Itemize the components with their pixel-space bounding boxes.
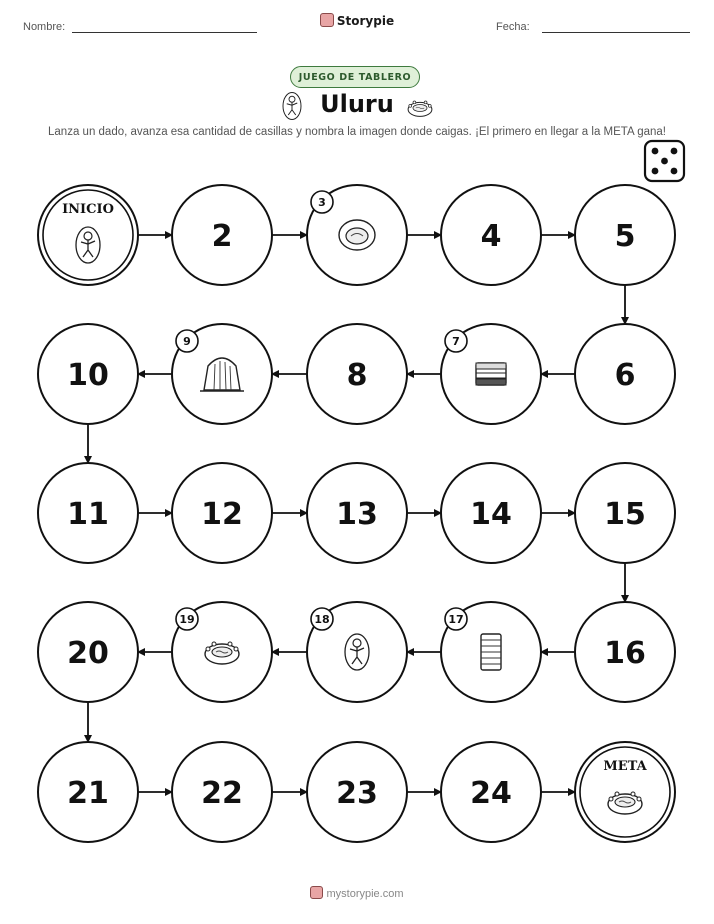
board-cell-10[interactable]: [38, 324, 138, 424]
cell-number: 19: [179, 613, 195, 626]
board-cell-9[interactable]: [172, 324, 272, 424]
cell-number: 6: [614, 358, 636, 393]
board-cell-3[interactable]: [307, 185, 407, 285]
board-cell-19[interactable]: [172, 602, 272, 702]
cell-number: 16: [604, 636, 646, 671]
cell-circle: [575, 742, 675, 842]
cell-number: 11: [67, 497, 109, 532]
board-cell-7[interactable]: [441, 324, 541, 424]
cell-number: 15: [604, 497, 646, 532]
footer-url: mystorypie.com: [326, 888, 404, 900]
rock-art-figure-icon: [76, 227, 100, 263]
board-cell-16[interactable]: [575, 602, 675, 702]
cell-number: 12: [201, 497, 243, 532]
board-cell-14[interactable]: [441, 463, 541, 563]
start-label: INICIO: [62, 202, 114, 217]
board-cell-15[interactable]: [575, 463, 675, 563]
rock-art-figure-icon: [283, 93, 301, 120]
cell-number: 10: [67, 358, 109, 393]
rock-pool-icon: [339, 220, 375, 250]
board-cell-5[interactable]: [575, 185, 675, 285]
board-cell-2[interactable]: [172, 185, 272, 285]
cell-number: 14: [470, 497, 512, 532]
rock-art-figure-icon: [345, 634, 369, 670]
page-title: Uluru: [320, 90, 394, 118]
board-cell-13[interactable]: [307, 463, 407, 563]
cell-number: 5: [614, 219, 636, 254]
date-label: Fecha:: [496, 21, 530, 33]
board-cells: [38, 185, 675, 842]
brand-name: Storypie: [336, 14, 395, 28]
waterhole-icon: [408, 101, 432, 116]
board-cell-20[interactable]: [38, 602, 138, 702]
cell-number: 24: [470, 776, 512, 811]
board-cell-23[interactable]: [307, 742, 407, 842]
board-cell-goal[interactable]: [575, 742, 675, 842]
cell-number: 9: [183, 335, 191, 348]
instructions: Lanza un dado, avanza esa cantidad de casillas y nombra la imagen donde caigas. ¡El primero en llegar a la META gana!: [48, 126, 666, 138]
cell-number: 21: [67, 776, 109, 811]
board-cell-21[interactable]: [38, 742, 138, 842]
cell-number: 7: [452, 335, 460, 348]
cell-number: 23: [336, 776, 378, 811]
board-cell-18[interactable]: [307, 602, 407, 702]
rock-layers-icon: [476, 363, 506, 385]
cell-number: 18: [314, 613, 330, 626]
cell-number: 13: [336, 497, 378, 532]
stone-stack-icon: [481, 634, 501, 670]
cell-number: 3: [318, 196, 326, 209]
game-type-badge: JUEGO DE TABLERO: [290, 66, 420, 88]
board-cell-8[interactable]: [307, 324, 407, 424]
goal-label: META: [603, 759, 647, 774]
board-cell-start[interactable]: [38, 185, 138, 285]
cell-number: 2: [211, 219, 233, 254]
cell-number: 17: [448, 613, 464, 626]
board-cell-11[interactable]: [38, 463, 138, 563]
board-cell-17[interactable]: [441, 602, 541, 702]
board-cell-4[interactable]: [441, 185, 541, 285]
die-five-icon: [645, 141, 684, 181]
board-cell-6[interactable]: [575, 324, 675, 424]
board-cell-22[interactable]: [172, 742, 272, 842]
board-cell-24[interactable]: [441, 742, 541, 842]
cell-number: 20: [67, 636, 109, 671]
board-cell-12[interactable]: [172, 463, 272, 563]
cell-number: 4: [480, 219, 502, 254]
name-label: Nombre:: [23, 21, 66, 33]
cell-number: 8: [346, 358, 368, 393]
cell-number: 22: [201, 776, 243, 811]
